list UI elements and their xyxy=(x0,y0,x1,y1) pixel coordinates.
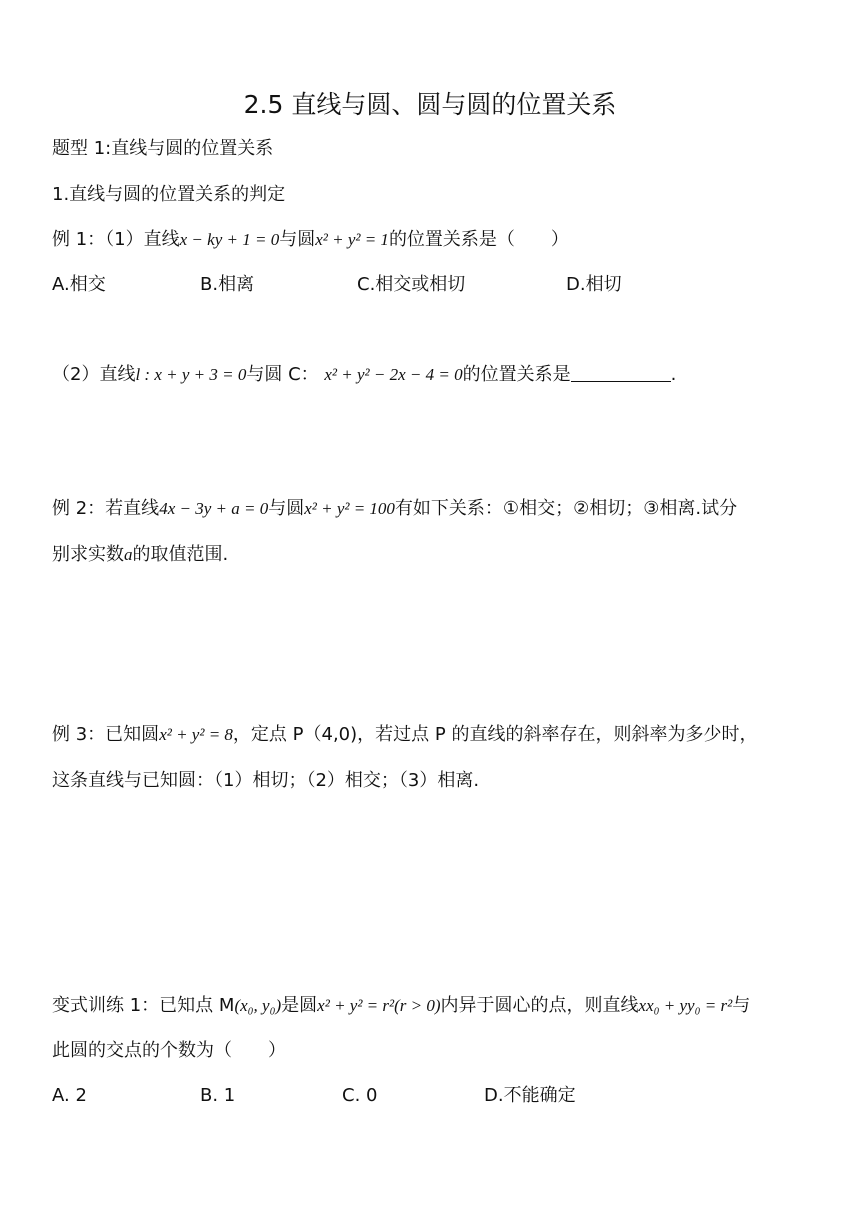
circle-equation: x² + y² − 2x − 4 = 0 xyxy=(324,365,463,384)
circle-equation: x² + y² = 8 xyxy=(159,725,233,744)
subsection-heading: 1.直线与圆的位置关系的判定 xyxy=(52,184,286,205)
variant-1-mid2: 内异于圆心的点，则直线 xyxy=(440,995,639,1016)
variant-option-c: C. 0 xyxy=(342,1085,378,1106)
option-d: D.相切 xyxy=(566,274,622,295)
example-3-line-2: 这条直线与已知圆：（1）相切；（2）相交；（3）相离. xyxy=(52,770,480,791)
example-2-line2-suffix: 的取值范围. xyxy=(132,544,229,565)
line-equation: 4x − 3y + a = 0 xyxy=(159,499,269,518)
example-3-prefix: 例 3：已知圆 xyxy=(52,724,160,745)
circle-equation: x² + y² = 1 xyxy=(315,230,389,249)
answer-blank xyxy=(571,363,671,382)
variant-1-line-1 xyxy=(52,993,820,1019)
example-1-prefix: 例 1：（1）直线 xyxy=(52,229,180,250)
variant-option-b: B. 1 xyxy=(200,1085,236,1106)
example-1-mid: 与圆 xyxy=(279,229,316,250)
line-equation: x − ky + 1 = 0 xyxy=(179,230,280,249)
option-b: B.相离 xyxy=(200,274,255,295)
circle-equation: x² + y² = 100 xyxy=(304,499,395,518)
example-2-suffix: 有如下关系：①相交；②相切；③相离.试分 xyxy=(394,498,738,519)
option-c: C.相交或相切 xyxy=(357,274,466,295)
variant-1-prefix: 变式训练 1：已知点 M xyxy=(52,995,235,1016)
variant-option-a: A. 2 xyxy=(52,1085,87,1106)
example-1-2-suffix: 的位置关系是 xyxy=(462,364,571,385)
variant-1-mid1: 是圆 xyxy=(281,995,318,1016)
page-title: 2.5 直线与圆、圆与圆的位置关系 xyxy=(243,90,617,119)
example-2-line2-prefix: 别求实数 xyxy=(52,544,124,565)
example-3-line-1 xyxy=(52,722,820,748)
example-2-prefix: 例 2：若直线 xyxy=(52,498,160,519)
variant-1-line-2: 此圆的交点的个数为（ ） xyxy=(52,1040,286,1061)
option-a: A.相交 xyxy=(52,274,106,295)
variant-option-d: D.不能确定 xyxy=(484,1085,576,1106)
example-1-part-1 xyxy=(52,227,820,253)
variant-1-suffix: 与 xyxy=(732,995,751,1016)
example-1-2-mid: 与圆 C： xyxy=(246,364,319,385)
example-2-mid: 与圆 xyxy=(268,498,305,519)
circle-equation: x² + y² = r²(r > 0) xyxy=(317,996,441,1015)
line-equation: xx₀ + yy₀ = r² xyxy=(638,996,733,1015)
variable-a: a xyxy=(124,545,133,564)
example-2-line-1 xyxy=(52,496,820,522)
example-1-2-prefix: （2）直线 xyxy=(52,364,136,385)
example-3-suffix: ，定点 P（4,0)，若过点 P 的直线的斜率存在，则斜率为多少时， xyxy=(232,724,758,745)
line-equation: l : x + y + 3 = 0 xyxy=(135,365,247,384)
section-heading-type1: 题型 1:直线与圆的位置关系 xyxy=(52,138,274,159)
example-1-2-end: . xyxy=(670,364,677,385)
example-1-suffix: 的位置关系是（ ） xyxy=(388,229,569,250)
example-2-line-2 xyxy=(52,542,820,568)
point-coordinates: (x₀, y₀) xyxy=(234,996,282,1015)
example-1-part-2 xyxy=(52,362,820,388)
